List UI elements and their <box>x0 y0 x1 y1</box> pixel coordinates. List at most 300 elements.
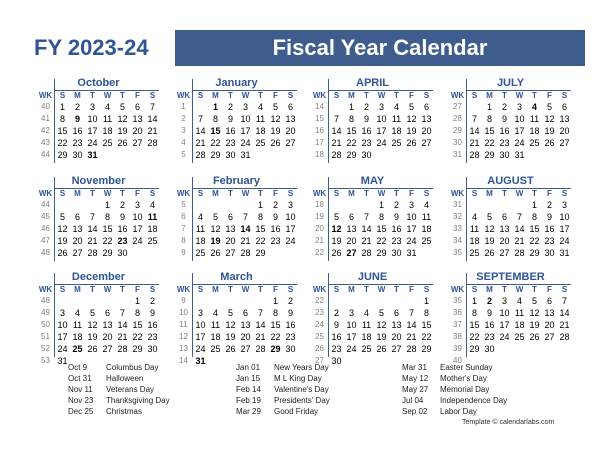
calendar-day: 15 <box>529 224 540 234</box>
calendar-day: 22 <box>270 332 281 342</box>
calendar-day: 7 <box>257 308 263 318</box>
holiday-date: 15 <box>210 126 221 136</box>
calendar-day: 29 <box>376 248 387 258</box>
calendar-day: 21 <box>255 332 266 342</box>
calendar-day: 22 <box>255 236 266 246</box>
weekday-header: T <box>228 285 233 294</box>
template-credit: Template © calendarlabs.com <box>462 419 555 426</box>
month-name: March <box>220 271 253 283</box>
calendar-day: 25 <box>147 236 158 246</box>
calendar-day: 12 <box>529 308 540 318</box>
weekday-header: T <box>90 285 95 294</box>
holiday-item <box>236 362 406 373</box>
holiday-name: New Years Day <box>274 363 329 372</box>
calendar-day: 1 <box>134 296 140 306</box>
calendar-day: 29 <box>484 150 495 160</box>
calendar-day: 6 <box>348 212 354 222</box>
calendar-day: 8 <box>257 212 263 222</box>
holiday-name: Thanksgiving Day <box>106 396 170 405</box>
week-number: 1 <box>181 102 186 111</box>
weekday-header: F <box>409 189 414 198</box>
calendar-day: 15 <box>102 224 113 234</box>
calendar-day: 3 <box>242 102 248 112</box>
week-number: 20 <box>315 224 324 233</box>
calendar-day: 7 <box>89 212 95 222</box>
weekday-header: S <box>59 91 66 100</box>
calendar-day: 26 <box>331 248 342 258</box>
calendar-day: 24 <box>499 332 510 342</box>
week-number: 39 <box>453 344 462 353</box>
calendar-day: 19 <box>331 236 342 246</box>
calendar-day: 10 <box>87 114 98 124</box>
holiday-date: 19 <box>210 236 221 246</box>
weekday-header: M <box>74 91 81 100</box>
weekday-header: S <box>197 189 204 198</box>
calendar-day: 21 <box>406 332 417 342</box>
calendar-day: 7 <box>333 114 339 124</box>
calendar-day: 6 <box>104 308 110 318</box>
calendar-day: 5 <box>212 212 218 222</box>
calendar-day: 8 <box>531 212 537 222</box>
weekday-header: W <box>377 91 386 100</box>
week-number: 40 <box>453 356 462 365</box>
week-header: WK <box>450 285 465 294</box>
weekday-header: W <box>377 189 386 198</box>
calendar-day: 20 <box>225 236 236 246</box>
holiday-list-2 <box>236 362 406 417</box>
calendar-day: 2 <box>272 200 278 210</box>
calendar-day: 19 <box>87 332 98 342</box>
calendar-day: 2 <box>546 200 552 210</box>
weekday-header: T <box>258 285 263 294</box>
holiday-item <box>236 373 406 384</box>
calendar-day: 2 <box>119 200 125 210</box>
calendar-day: 8 <box>212 114 218 124</box>
calendar-day: 12 <box>484 224 495 234</box>
calendar-day: 4 <box>212 308 218 318</box>
calendar-day: 9 <box>363 114 369 124</box>
month-name: MAY <box>360 175 385 187</box>
calendar-day: 14 <box>406 320 417 330</box>
weekday-header: S <box>423 189 430 198</box>
calendar-day: 11 <box>195 224 206 234</box>
calendar-day: 26 <box>270 138 281 148</box>
weekday-header: T <box>502 285 507 294</box>
calendar-day: 17 <box>406 224 417 234</box>
week-number: 31 <box>453 150 462 159</box>
calendar-day: 2 <box>501 102 507 112</box>
weekday-header: W <box>377 285 386 294</box>
calendar-day: 10 <box>514 114 525 124</box>
weekday-header: S <box>333 285 340 294</box>
calendar-day: 2 <box>74 102 80 112</box>
calendar-day: 30 <box>147 344 158 354</box>
week-number: 18 <box>315 200 324 209</box>
weekday-header: T <box>258 189 263 198</box>
holiday-name: Valentine's Day <box>274 385 329 394</box>
holiday-item <box>402 373 572 384</box>
weekday-header: W <box>515 189 524 198</box>
calendar-day: 17 <box>285 224 296 234</box>
calendar-day: 22 <box>102 236 113 246</box>
holiday-name: Labor Day <box>440 407 477 416</box>
calendar-day: 6 <box>393 308 399 318</box>
calendar-day: 22 <box>210 138 221 148</box>
calendar-day: 24 <box>406 236 417 246</box>
week-number: 15 <box>315 114 324 123</box>
week-number: 8 <box>181 236 186 245</box>
holiday-item <box>402 362 572 373</box>
holiday-date-label: Mar 31 <box>402 363 427 372</box>
holiday-name: Good Friday <box>274 407 319 416</box>
weekday-header: W <box>103 91 112 100</box>
calendar-day: 13 <box>240 320 251 330</box>
calendar-day: 25 <box>102 138 113 148</box>
week-number: 32 <box>453 212 462 221</box>
calendar-day: 12 <box>87 320 98 330</box>
calendar-day: 29 <box>57 150 68 160</box>
holiday-date: 1 <box>212 102 218 112</box>
calendar-day: 22 <box>132 332 143 342</box>
weekday-header: S <box>561 285 568 294</box>
calendar-day: 20 <box>285 126 296 136</box>
calendar-day: 7 <box>408 308 414 318</box>
weekday-header: F <box>273 189 278 198</box>
calendar-day: 13 <box>285 114 296 124</box>
calendar-day: 11 <box>469 224 480 234</box>
calendar-day: 7 <box>119 308 125 318</box>
weekday-header: S <box>59 285 66 294</box>
holiday-date-label: Mar 29 <box>236 407 261 416</box>
calendar-day: 17 <box>376 126 387 136</box>
calendar-day: 27 <box>559 138 570 148</box>
weekday-header: S <box>149 91 156 100</box>
weekday-header: W <box>241 91 250 100</box>
calendar-day: 10 <box>559 212 570 222</box>
calendar-day: 17 <box>559 224 570 234</box>
calendar-day: 20 <box>421 126 432 136</box>
calendar-day: 11 <box>421 212 432 222</box>
calendar-day: 7 <box>149 102 155 112</box>
week-number: 49 <box>41 308 50 317</box>
holiday-item <box>68 373 238 384</box>
calendar-day: 14 <box>117 320 128 330</box>
calendar-day: 16 <box>270 224 281 234</box>
calendar-day: 3 <box>408 200 414 210</box>
weekday-header: F <box>547 91 552 100</box>
calendar-day: 5 <box>272 102 278 112</box>
holiday-date-label: May 27 <box>402 385 429 394</box>
calendar-day: 13 <box>499 224 510 234</box>
week-header: WK <box>38 285 53 294</box>
month-december <box>38 271 159 366</box>
week-number: 33 <box>453 224 462 233</box>
weekday-header: T <box>228 91 233 100</box>
holiday-date: 11 <box>147 212 158 222</box>
weekday-header: S <box>423 285 430 294</box>
calendar-day: 19 <box>529 320 540 330</box>
calendar-day: 20 <box>391 332 402 342</box>
holiday-name: Independence Day <box>440 396 508 405</box>
weekday-header: F <box>547 285 552 294</box>
month-name: February <box>212 175 261 187</box>
calendar-day: 7 <box>242 212 248 222</box>
week-number: 35 <box>453 296 462 305</box>
calendar-day: 5 <box>531 296 537 306</box>
calendar-day: 7 <box>471 114 477 124</box>
holiday-date-label: Feb 19 <box>236 396 261 405</box>
calendar-day: 20 <box>240 332 251 342</box>
calendar-day: 23 <box>331 344 342 354</box>
calendar-day: 6 <box>561 102 567 112</box>
calendar-day: 23 <box>391 236 402 246</box>
calendar-day: 10 <box>240 114 251 124</box>
week-number: 23 <box>315 308 324 317</box>
holiday-date-label: Nov 11 <box>68 385 93 394</box>
week-number: 51 <box>41 332 50 341</box>
calendar-day: 22 <box>376 236 387 246</box>
calendar-day: 14 <box>331 126 342 136</box>
calendar-day: 8 <box>423 308 429 318</box>
calendar-day: 25 <box>391 138 402 148</box>
fiscal-year-label: FY 2023-24 <box>34 35 149 60</box>
weekday-header: W <box>103 285 112 294</box>
weekday-header: T <box>394 285 399 294</box>
holiday-item <box>236 384 406 395</box>
calendar-day: 18 <box>255 126 266 136</box>
calendar-day: 24 <box>376 138 387 148</box>
calendar-day: 17 <box>514 126 525 136</box>
calendar-day: 21 <box>469 138 480 148</box>
calendar-day: 3 <box>134 200 140 210</box>
calendar-day: 7 <box>197 114 203 124</box>
calendar-day: 10 <box>376 114 387 124</box>
month-october <box>38 77 159 163</box>
calendar-day: 25 <box>514 332 525 342</box>
holiday-name: M L King Day <box>274 374 322 383</box>
calendar-day: 27 <box>225 248 236 258</box>
calendar-day: 2 <box>287 296 293 306</box>
weekday-header: T <box>120 285 125 294</box>
calendar-day: 21 <box>361 236 372 246</box>
month-name: November <box>71 175 126 187</box>
calendar-day: 13 <box>346 224 357 234</box>
week-number: 22 <box>315 296 324 305</box>
calendar-day: 15 <box>346 126 357 136</box>
month-name: SEPTEMBER <box>476 271 545 283</box>
calendar-day: 13 <box>132 114 143 124</box>
calendar-day: 20 <box>544 320 555 330</box>
calendar-day: 29 <box>421 344 432 354</box>
weekday-header: T <box>120 91 125 100</box>
week-number: 17 <box>315 138 324 147</box>
week-number: 9 <box>181 296 186 305</box>
calendar-day: 4 <box>363 308 369 318</box>
week-number: 10 <box>179 308 188 317</box>
calendar-day: 14 <box>87 224 98 234</box>
calendar-day: 10 <box>406 212 417 222</box>
week-number: 28 <box>453 114 462 123</box>
calendar-day: 10 <box>132 212 143 222</box>
calendar-day: 24 <box>285 236 296 246</box>
calendar-day: 27 <box>132 138 143 148</box>
weekday-header: M <box>348 285 355 294</box>
weekday-header: T <box>502 91 507 100</box>
calendar-day: 31 <box>57 356 68 366</box>
calendar-day: 5 <box>333 212 339 222</box>
calendar-day: 30 <box>331 356 342 366</box>
weekday-header: T <box>532 285 537 294</box>
calendar-day: 6 <box>74 212 80 222</box>
calendar-day: 2 <box>149 296 155 306</box>
week-number: 34 <box>453 236 462 245</box>
week-number: 45 <box>41 212 50 221</box>
calendar-day: 14 <box>559 308 570 318</box>
calendar-day: 7 <box>516 212 522 222</box>
calendar-day: 4 <box>257 102 263 112</box>
calendar-day: 22 <box>469 332 480 342</box>
calendar-day: 11 <box>361 320 372 330</box>
weekday-header: T <box>364 91 369 100</box>
calendar-day: 30 <box>225 150 236 160</box>
calendar-day: 14 <box>255 320 266 330</box>
calendar-day: 1 <box>531 200 537 210</box>
week-number: 36 <box>453 308 462 317</box>
week-number: 7 <box>181 224 186 233</box>
calendar-day: 24 <box>132 236 143 246</box>
calendar-day: 7 <box>363 212 369 222</box>
week-header: WK <box>450 189 465 198</box>
calendar-day: 14 <box>514 224 525 234</box>
calendar-day: 8 <box>272 308 278 318</box>
calendar-day: 1 <box>486 102 492 112</box>
calendar-day: 11 <box>529 114 540 124</box>
month-name: JUNE <box>357 271 388 283</box>
calendar-day: 21 <box>331 138 342 148</box>
calendar-day: 1 <box>471 296 477 306</box>
weekday-header: S <box>333 189 340 198</box>
month-march <box>176 271 297 366</box>
weekday-header: F <box>273 285 278 294</box>
calendar-day: 5 <box>546 102 552 112</box>
holiday-name: Columbus Day <box>106 363 159 372</box>
week-header: WK <box>312 189 327 198</box>
week-number: 2 <box>181 114 186 123</box>
calendar-day: 26 <box>87 344 98 354</box>
calendar-day: 13 <box>544 308 555 318</box>
calendar-day: 18 <box>102 126 113 136</box>
holiday-date-label: Oct 31 <box>68 374 92 383</box>
week-number: 24 <box>315 320 324 329</box>
calendar-day: 8 <box>471 308 477 318</box>
week-header: WK <box>176 285 191 294</box>
calendar-day: 17 <box>499 320 510 330</box>
calendar-day: 3 <box>287 200 293 210</box>
calendar-day: 11 <box>514 308 525 318</box>
month-january <box>176 77 297 163</box>
calendar-day: 23 <box>544 236 555 246</box>
calendar-day: 28 <box>469 150 480 160</box>
calendar-day: 28 <box>331 150 342 160</box>
holiday-date-label: Jul 04 <box>402 396 424 405</box>
calendar-day: 6 <box>134 102 140 112</box>
calendar-day: 16 <box>499 126 510 136</box>
holiday-item <box>402 406 572 417</box>
calendar-day: 8 <box>134 308 140 318</box>
week-number: 43 <box>41 138 50 147</box>
weekday-header: T <box>532 91 537 100</box>
weekday-header: S <box>471 285 478 294</box>
calendar-day: 24 <box>57 344 68 354</box>
calendar-day: 4 <box>74 308 80 318</box>
calendar-day: 19 <box>544 126 555 136</box>
week-number: 31 <box>453 200 462 209</box>
calendar-day: 31 <box>406 248 417 258</box>
month-june <box>312 271 433 366</box>
calendar-day: 17 <box>346 332 357 342</box>
calendar-day: 23 <box>484 332 495 342</box>
calendar-day: 9 <box>287 308 293 318</box>
calendar-day: 15 <box>469 320 480 330</box>
calendar-day: 4 <box>149 200 155 210</box>
weekday-headers <box>450 91 571 101</box>
calendar-day: 12 <box>544 114 555 124</box>
weekday-header: M <box>486 285 493 294</box>
calendar-day: 13 <box>72 224 83 234</box>
holiday-name: Halloween <box>106 374 144 383</box>
calendar-day: 1 <box>378 200 384 210</box>
calendar-day: 28 <box>514 248 525 258</box>
holiday-item <box>402 395 572 406</box>
week-number: 21 <box>315 236 324 245</box>
calendar-day: 15 <box>57 126 68 136</box>
calendar-day: 19 <box>225 332 236 342</box>
calendar-day: 9 <box>393 212 399 222</box>
calendar-day: 13 <box>559 114 570 124</box>
week-number: 26 <box>315 344 324 353</box>
weekday-header: M <box>212 189 219 198</box>
holiday-item <box>68 362 238 373</box>
week-number: 27 <box>315 356 324 365</box>
weekday-header: T <box>364 285 369 294</box>
week-number: 14 <box>315 102 324 111</box>
holiday-item <box>236 406 406 417</box>
calendar-day: 31 <box>240 150 251 160</box>
week-header: WK <box>38 189 53 198</box>
calendar-day: 13 <box>421 114 432 124</box>
weekday-headers <box>176 285 297 295</box>
calendar-day: 7 <box>561 296 567 306</box>
weekday-header: S <box>197 285 204 294</box>
calendar-day: 13 <box>391 320 402 330</box>
calendar-day: 24 <box>195 344 206 354</box>
calendar-day: 4 <box>393 102 399 112</box>
calendar-day: 1 <box>59 102 65 112</box>
calendar-day: 16 <box>117 224 128 234</box>
calendar-day: 5 <box>378 308 384 318</box>
calendar-day: 19 <box>484 236 495 246</box>
holiday-item <box>68 384 238 395</box>
calendar-day: 30 <box>285 344 296 354</box>
week-number: 44 <box>41 200 50 209</box>
calendar-day: 25 <box>361 344 372 354</box>
calendar-day: 26 <box>529 332 540 342</box>
calendar-day: 9 <box>227 114 233 124</box>
holiday-date: 23 <box>117 236 128 246</box>
calendar-day: 31 <box>559 248 570 258</box>
calendar-day: 5 <box>486 212 492 222</box>
calendar-day: 23 <box>72 138 83 148</box>
